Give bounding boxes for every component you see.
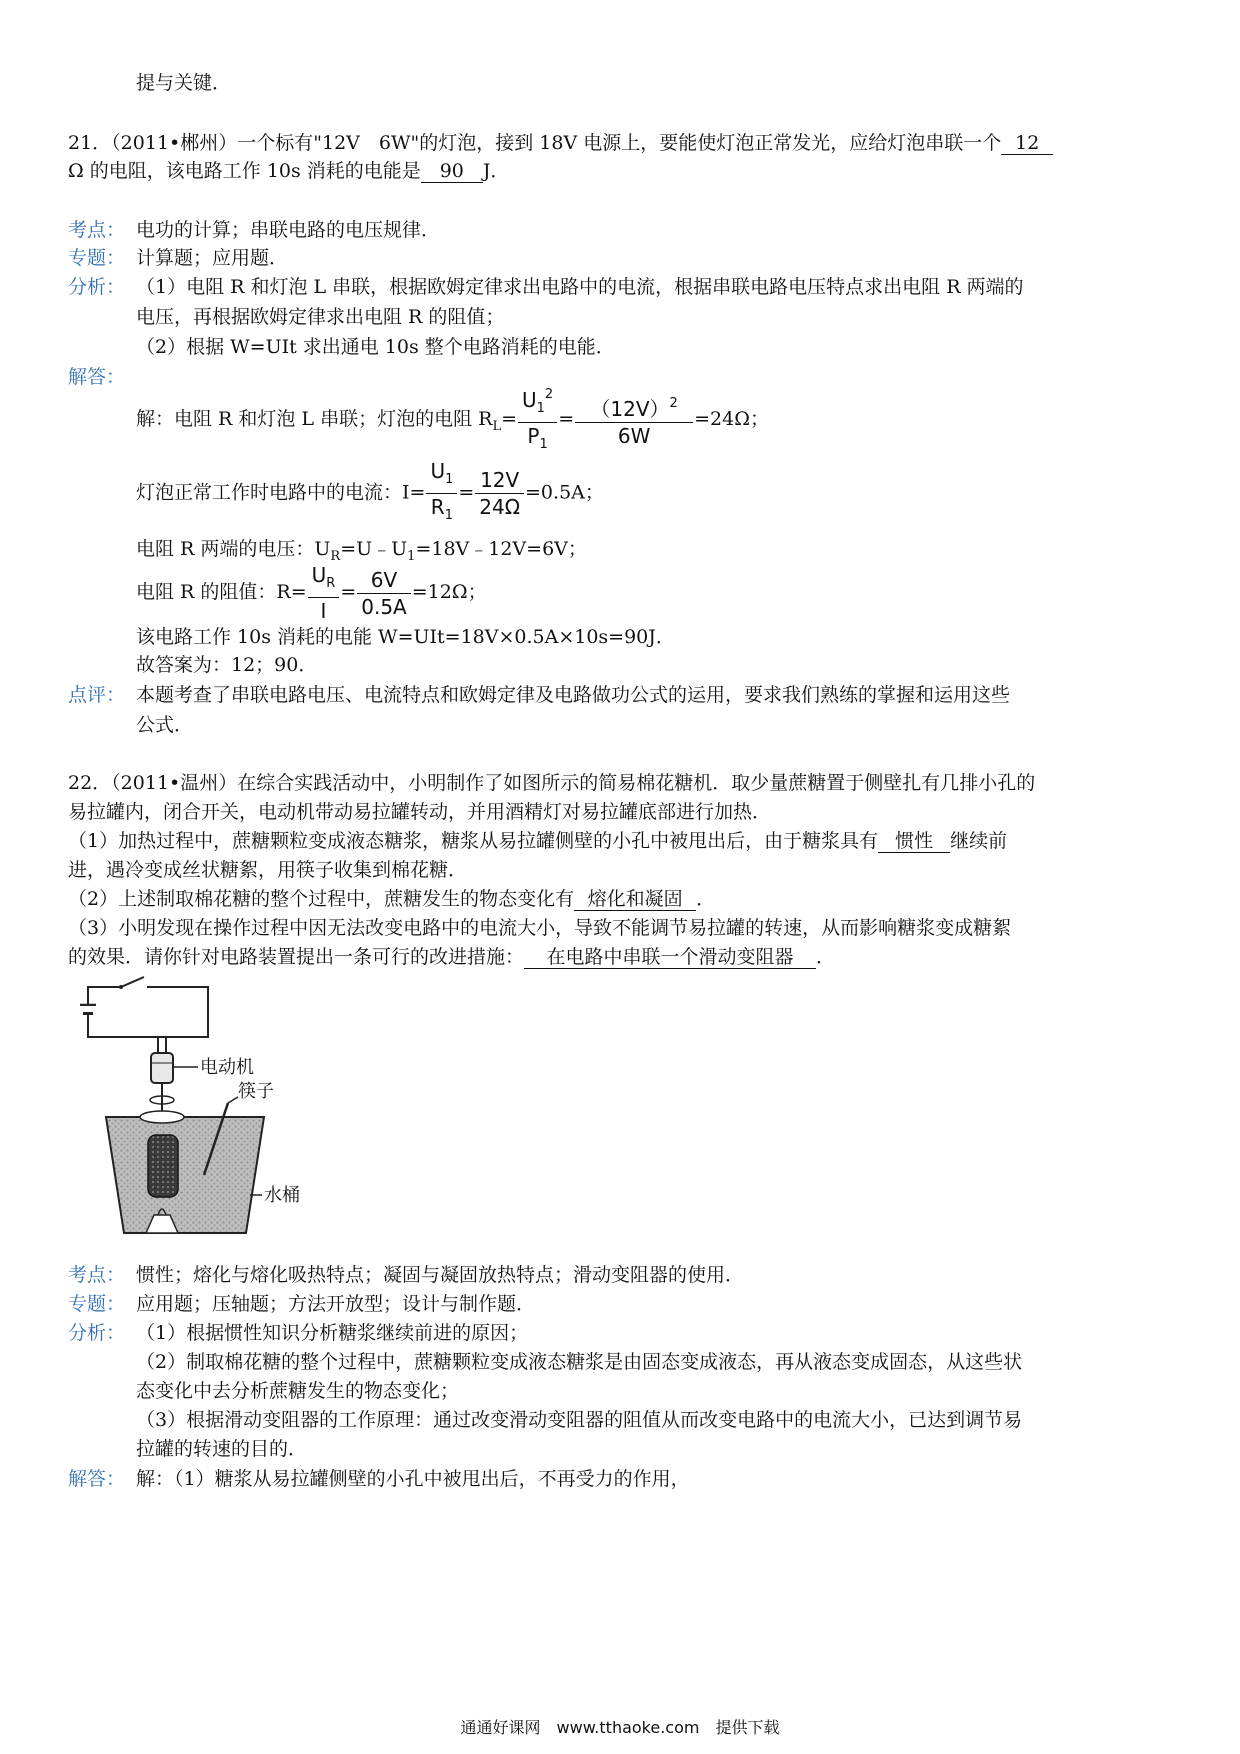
circuit-wire: [88, 987, 208, 1037]
q21-step1-eq2: =: [558, 408, 575, 430]
q22-answer-3: 在电路中串联一个滑动变阻器: [524, 946, 816, 969]
frac-den-r1-sub: 1: [444, 508, 453, 523]
q21-step3-sub2: 1: [407, 549, 416, 564]
q22-line1: 22．（2011•温州）在综合实践活动中，小明制作了如图所示的简易棉花糖机．取少量蔗糖置于侧壁扎有几排小孔的: [68, 772, 1036, 794]
q22-fenxi-1: （1）根据惯性知识分析糖浆继续前进的原因；: [136, 1322, 529, 1344]
q22-jieda-1: 解：（1）糖浆从易拉罐侧壁的小孔中被甩出后，不再受力的作用，: [136, 1468, 690, 1490]
q22-answer-1: 惯性: [878, 830, 950, 853]
q22-fenxi-3b: 拉罐的转速的目的．: [136, 1438, 308, 1460]
q22-p2-post: ．: [696, 888, 716, 910]
q22-p3b-text: 的效果．请你针对电路装置提出一条可行的改进措施：: [68, 946, 525, 968]
q22-fenxi-2b: 态变化中去分析蔗糖发生的物态变化；: [136, 1380, 460, 1402]
q22-fenxi-label: 分析：: [68, 1322, 126, 1344]
q21-step2-text: 灯泡正常工作时电路中的电流：I=: [136, 481, 426, 504]
frac-num-6v: 6V: [357, 567, 411, 594]
q21-jieda-label: 解答：: [68, 366, 126, 388]
frac-den-24ohm: 24Ω: [479, 495, 521, 519]
fraction-12v2-6w: [575, 391, 693, 449]
frac-num-u-sup: 2: [544, 387, 554, 402]
q22-p1a-text: （1）加热过程中，蔗糖颗粒变成液态糖浆，糖浆从易拉罐侧壁的小孔中被甩出后，由于糖浆具有: [68, 830, 879, 852]
bucket-icon: [106, 1117, 264, 1233]
frac-num-12v: （12V）: [590, 397, 670, 421]
frac-num-u: U: [522, 388, 537, 412]
q21-step4-result: =12Ω；: [411, 581, 487, 603]
page-footer: 通通好课网 www.tthaoke.com 提供下载: [460, 1718, 780, 1737]
q21-step4: 电阻 R 的阻值：R= $\frac{U_R}{I}$ = $\frac{6V}{0.5A}$ =12Ω；: [136, 563, 487, 623]
frac-den-i: I: [320, 599, 327, 623]
q21-step1-text: 解：电阻 R 和灯泡 L 串联；灯泡的电阻 R: [136, 408, 493, 430]
q22-fenxi-2a: （2）制取棉花糖的整个过程中，蔗糖颗粒变成液态糖浆是由固态变成液态，再从液态变成固态，从这些状: [136, 1351, 1023, 1373]
q21-fenxi-1b: 电压，再根据欧姆定律求出电阻 R 的阻值；: [136, 306, 505, 328]
fraction-ur-i: [308, 562, 340, 624]
frac-den-6w: 6W: [617, 424, 651, 448]
q21-line2: [68, 158, 509, 184]
label-chopsticks: 筷子: [238, 1081, 274, 1102]
q22-p1a-post: 继续前: [950, 830, 1008, 852]
frac-den-p: P: [527, 424, 540, 448]
can-icon: [148, 1135, 178, 1197]
q22-p1a: [68, 828, 1007, 854]
q22-p2-text: （2）上述制取棉花糖的整个过程中，蔗糖发生的物态变化有: [68, 888, 575, 910]
q21-step1: [136, 382, 769, 458]
q21-kaodian-label: 考点：: [68, 219, 126, 241]
label-motor: 电动机: [200, 1057, 254, 1078]
frac-num-u1: U: [430, 459, 446, 483]
q22-zhuanti-label: 专题：: [68, 1293, 126, 1315]
q22-fenxi-3a: （3）根据滑动变阻器的工作原理：通过改变滑动变阻器的阻值从而改变电路中的电流大小，已达到调节易: [136, 1409, 1023, 1431]
top-line: 提与关键．: [136, 72, 232, 94]
q22-p1b: 进，遇冷变成丝状糖絮，用筷子收集到棉花糖．: [68, 859, 468, 881]
frac-num-12v-sup: 2: [669, 396, 678, 411]
q22-p3a: （3）小明发现在操作过程中因无法改变电路中的电流大小，导致不能调节易拉罐的转速，从而影响糖浆变成糖絮: [68, 917, 1012, 939]
frac-den-r1: R: [430, 495, 445, 519]
motor-icon: [151, 1053, 173, 1083]
q22-kaodian: 惯性；熔化与熔化吸热特点；凝固与凝固放热特点；滑动变阻器的使用．: [136, 1264, 745, 1286]
q21-fenxi-2: （2）根据 W=UIt 求出通电 10s 整个电路消耗的电能．: [136, 336, 615, 358]
q21-zhuanti-label: 专题：: [68, 247, 126, 269]
q21-answer-2: 90: [421, 160, 483, 183]
fraction-ul2-p1: [518, 382, 557, 458]
cotton-candy-machine-figure: [66, 975, 326, 1245]
q21-answer-1: 12: [1001, 132, 1053, 155]
q21-step5: 该电路工作 10s 消耗的电能 W=UIt=18V×0.5A×10s=90J．: [136, 626, 675, 648]
q21-step1-result: =24Ω；: [694, 408, 769, 430]
q22-zhuanti: 应用题；压轴题；方法开放型；设计与制作题．: [136, 1293, 536, 1315]
frac-num-u1-sub: 1: [445, 472, 454, 487]
q22-p2: [68, 886, 715, 912]
frac-den-p-sub: 1: [539, 437, 548, 452]
q22-answer-2: 熔化和凝固: [574, 888, 696, 911]
q22-jieda-label: 解答：: [68, 1468, 126, 1490]
q21-step1-sub: L: [492, 419, 502, 434]
frac-num-ur: U: [311, 563, 327, 587]
q21-step3-sub1: R: [330, 549, 341, 564]
fraction-u1-r1: [426, 458, 457, 529]
q21-stem-3: J．: [482, 160, 510, 182]
q22-p3b: [68, 944, 835, 970]
q21-step4-text: 电阻 R 的阻值：R=: [136, 581, 307, 603]
q21-step2-result: =0.5A；: [525, 481, 604, 504]
q21-step3-result: =18V﹣12V=6V；: [415, 538, 587, 560]
q22-p3b-post: ．: [816, 946, 836, 968]
q21-step6: 故答案为：12；90．: [136, 654, 318, 676]
fraction-12v-24ohm: [475, 467, 524, 520]
q21-dianping-2: 公式．: [136, 714, 194, 736]
q21-kaodian: 电功的计算；串联电路的电压规律．: [136, 219, 441, 241]
label-bucket: 水桶: [264, 1185, 300, 1206]
frac-num-12v-b: 12V: [475, 467, 524, 494]
q21-dianping-label: 点评：: [68, 684, 126, 706]
q21-fenxi-label: 分析：: [68, 276, 126, 298]
frac-den-05a: 0.5A: [361, 594, 407, 619]
q22-line2: 易拉罐内，闭合开关，电动机带动易拉罐转动，并用酒精灯对易拉罐底部进行加热．: [68, 801, 772, 823]
q21-dianping-1: 本题考查了串联电路电压、电流特点和欧姆定律及电路做功公式的运用，要求我们熟练的掌握和运用这些: [136, 684, 1011, 706]
q21-line1: [68, 130, 1053, 156]
frac-num-ur-sub: R: [326, 576, 336, 591]
q21-step2: 灯泡正常工作时电路中的电流：I= $\frac{U_1}{R_1}$ = $\frac{12V}{24\Omega}$ =0.5A；: [136, 458, 604, 529]
frac-num-u-sub: 1: [536, 401, 545, 416]
q21-step3-mid: =U﹣U: [340, 538, 408, 560]
q21-zhuanti: 计算题；应用题．: [136, 247, 289, 269]
q21-step3-text: 电阻 R 两端的电压：U: [136, 538, 331, 560]
q21-step1-eq: =: [501, 408, 517, 430]
q21-stem-2: Ω 的电阻，该电路工作 10s 消耗的电能是: [68, 160, 421, 182]
q22-kaodian-label: 考点：: [68, 1264, 126, 1286]
fraction-6v-05a: [357, 567, 411, 620]
q21-fenxi-1a: （1）电阻 R 和灯泡 L 串联，根据欧姆定律求出电路中的电流，根据串联电路电压特点求出电阻 R 两端的: [136, 276, 1024, 298]
q21-stem-1: 21．（2011•郴州）一个标有"12V 6W"的灯泡，接到 18V 电源上，要能使灯泡正常发光，应给灯泡串联一个: [68, 132, 1002, 154]
